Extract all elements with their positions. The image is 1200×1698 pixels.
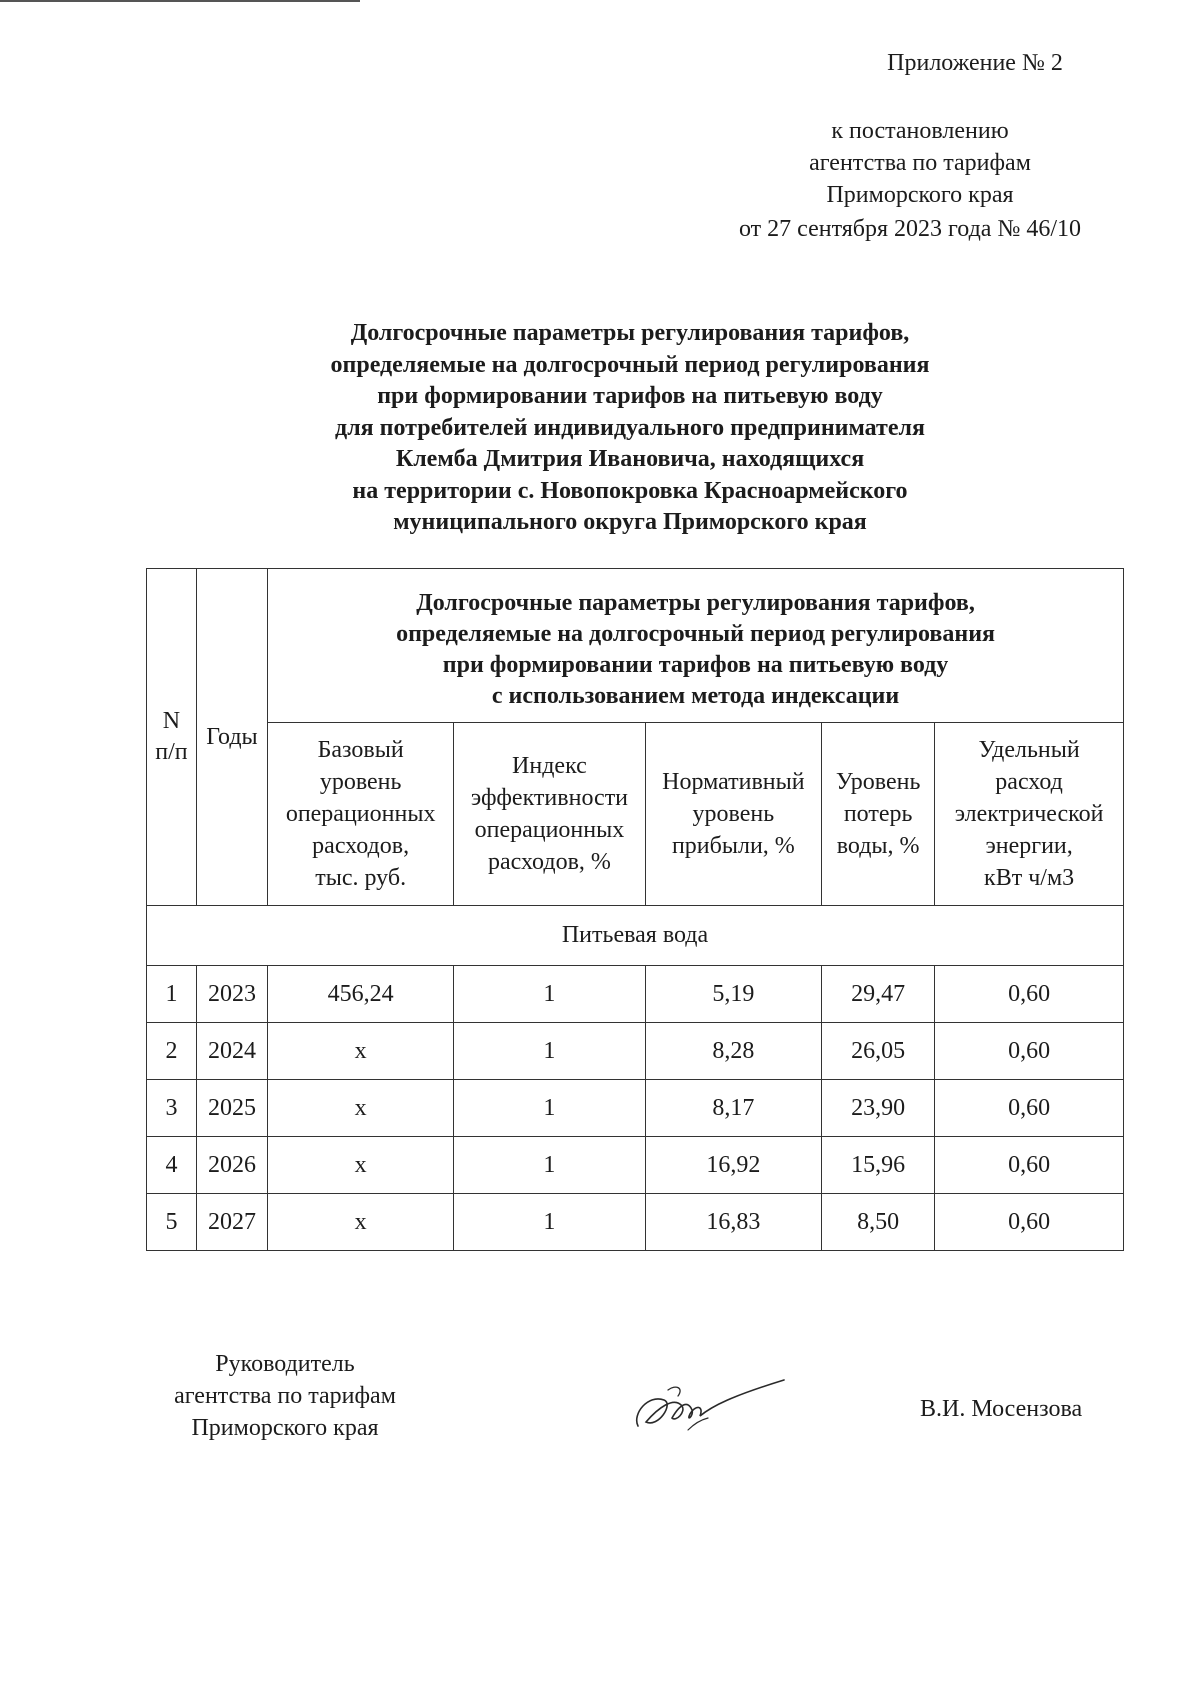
cell-index: 1	[454, 1194, 645, 1251]
cell-energy: 0,60	[935, 1023, 1124, 1080]
header-line: Нормативный	[662, 769, 805, 795]
document-title	[200, 318, 1060, 539]
table-row	[147, 1137, 1124, 1194]
header-line: уровень	[692, 801, 775, 827]
cell-n: 5	[147, 1194, 197, 1251]
header-line: Базовый	[317, 737, 404, 763]
appendix-line-3: Приморского края	[826, 182, 1014, 208]
header-energy-consumption	[935, 723, 1124, 906]
cell-profit: 16,92	[645, 1137, 821, 1194]
title-line: определяемые на долгосрочный период регулирования	[330, 351, 930, 378]
cell-profit: 8,17	[645, 1080, 821, 1137]
cell-n: 4	[147, 1137, 197, 1194]
header-line: тыс. руб.	[315, 865, 407, 891]
signer-position	[150, 1348, 420, 1444]
parameters-table	[146, 568, 1124, 1251]
cell-n: 2	[147, 1023, 197, 1080]
header-line: эффективности	[470, 785, 629, 811]
header-line: энергии,	[985, 833, 1073, 859]
header-np-line: п/п	[155, 739, 188, 765]
cell-n: 1	[147, 966, 197, 1023]
cell-index: 1	[454, 966, 645, 1023]
handwritten-signature	[628, 1360, 788, 1440]
signer-name: В.И. Мосензова	[920, 1396, 1083, 1422]
cell-year: 2025	[196, 1080, 267, 1137]
cell-base: x	[268, 1080, 454, 1137]
cell-energy: 0,60	[935, 1137, 1124, 1194]
cell-loss: 15,96	[822, 1137, 935, 1194]
title-line: при формировании тарифов на питьевую воду	[377, 383, 883, 409]
table-row	[147, 1023, 1124, 1080]
table-row	[147, 1080, 1124, 1137]
header-group-line: Долгосрочные параметры регулирования тарифов,	[416, 589, 975, 616]
title-line: для потребителей индивидуального предпринимателя	[335, 414, 925, 441]
cell-base: x	[268, 1023, 454, 1080]
header-line: кВт ч/м3	[984, 865, 1075, 891]
cell-loss: 29,47	[822, 966, 935, 1023]
header-line: уровень	[319, 769, 402, 795]
cell-energy: 0,60	[935, 1194, 1124, 1251]
header-efficiency-index	[454, 723, 645, 906]
header-line: расход	[995, 769, 1063, 795]
header-base-opex	[268, 723, 454, 906]
cell-index: 1	[454, 1080, 645, 1137]
header-line: электрической	[954, 801, 1104, 827]
header-line: воды, %	[836, 833, 920, 859]
cell-base: x	[268, 1194, 454, 1251]
cell-base: 456,24	[268, 966, 454, 1023]
header-line: расходов, %	[487, 849, 611, 875]
header-group-line: при формировании тарифов на питьевую воду	[442, 651, 949, 678]
cell-loss: 26,05	[822, 1023, 935, 1080]
scan-edge-line	[0, 0, 360, 2]
cell-energy: 0,60	[935, 1080, 1124, 1137]
title-line: Клемба Дмитрия Ивановича, находящихся	[395, 446, 865, 472]
header-line: операционных	[285, 801, 436, 827]
appendix-line-4: от 27 сентября 2023 года № 46/10	[738, 216, 1082, 242]
cell-loss: 8,50	[822, 1194, 935, 1251]
signer-position-line: Руководитель	[215, 1351, 355, 1377]
header-line: прибыли, %	[671, 833, 795, 859]
appendix-line-1: к постановлению	[831, 118, 1009, 144]
header-line: Индекс	[512, 753, 587, 779]
signer-position-line: агентства по тарифам	[174, 1383, 396, 1409]
cell-year: 2024	[196, 1023, 267, 1080]
appendix-number: Приложение № 2	[887, 50, 1063, 76]
cell-base: x	[268, 1137, 454, 1194]
cell-index: 1	[454, 1137, 645, 1194]
section-drinking-water: Питьевая вода	[147, 906, 1124, 966]
cell-year: 2026	[196, 1137, 267, 1194]
header-group	[268, 569, 1124, 723]
table-row	[147, 1194, 1124, 1251]
header-water-loss	[822, 723, 935, 906]
header-years: Годы	[196, 569, 267, 906]
table-row	[147, 966, 1124, 1023]
title-line: муниципального округа Приморского края	[393, 509, 867, 535]
appendix-line-2: агентства по тарифам	[809, 150, 1031, 176]
header-line: операционных	[474, 817, 625, 843]
cell-year: 2027	[196, 1194, 267, 1251]
title-line: на территории с. Новопокровка Красноармейского	[352, 477, 908, 504]
header-line: Удельный	[978, 737, 1080, 763]
header-np	[147, 569, 197, 906]
cell-loss: 23,90	[822, 1080, 935, 1137]
signer-position-line: Приморского края	[191, 1415, 379, 1441]
header-profit-level	[645, 723, 821, 906]
header-line: потерь	[843, 801, 913, 827]
cell-index: 1	[454, 1023, 645, 1080]
header-group-line: определяемые на долгосрочный период регулирования	[396, 620, 995, 647]
cell-profit: 5,19	[645, 966, 821, 1023]
title-line: Долгосрочные параметры регулирования тарифов,	[350, 320, 910, 346]
header-np-line: N	[162, 708, 181, 734]
header-line: расходов,	[312, 833, 410, 859]
cell-profit: 16,83	[645, 1194, 821, 1251]
cell-n: 3	[147, 1080, 197, 1137]
header-line: Уровень	[835, 769, 921, 795]
cell-profit: 8,28	[645, 1023, 821, 1080]
cell-year: 2023	[196, 966, 267, 1023]
cell-energy: 0,60	[935, 966, 1124, 1023]
header-group-line: с использованием метода индексации	[491, 682, 900, 709]
